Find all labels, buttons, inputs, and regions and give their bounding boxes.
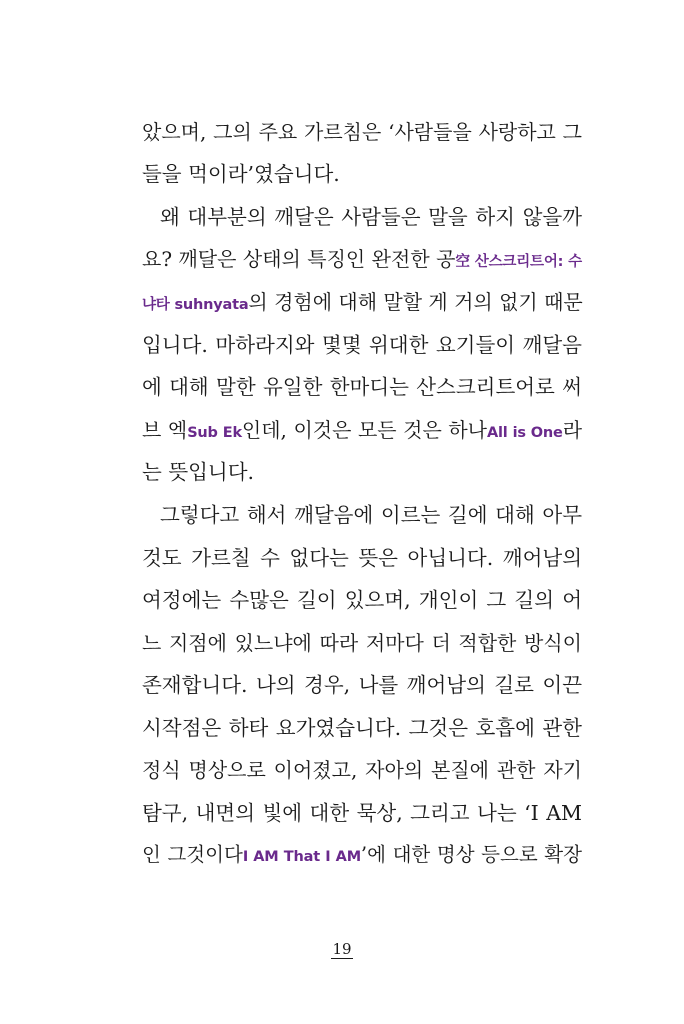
line-8: 브 엑Sub Ek인데, 이것은 모든 것은 하나All is One라 (142, 418, 583, 442)
line-1: 았으며, 그의 주요 가르침은 ‘사람들을 사랑하고 그 (142, 120, 582, 144)
annotation-all-is-one: All is One (486, 425, 563, 441)
annotation-i-am-that-i-am: I AM That I AM (242, 849, 361, 865)
line-12: 여정에는 수많은 길이 있으며, 개인이 그 길의 어 (142, 588, 582, 612)
line-5: 냐타 suhnyata의 경험에 대해 말할 게 거의 없기 때문 (142, 290, 583, 314)
line-10: 그렇다고 해서 깨달음에 이르는 길에 대해 아무 (160, 503, 582, 527)
annotation-sub-ek: Sub Ek (187, 425, 242, 441)
line-3: 왜 대부분의 깨달은 사람들은 말을 하지 않을까 (160, 205, 582, 229)
line-6: 입니다. 마하라지와 몇몇 위대한 요기들이 깨달음 (142, 333, 582, 357)
line-4: 요? 깨달은 상태의 특징인 완전한 공空 산스크리트어: 수 (142, 247, 582, 271)
line-17: 탐구, 내면의 빛에 대한 묵상, 그리고 나는 ‘I AM (142, 801, 582, 825)
line-7: 에 대해 말한 유일한 한마디는 산스크리트어로 써 (142, 375, 582, 399)
line-11: 것도 가르칠 수 없다는 뜻은 아닙니다. 깨어남의 (142, 546, 582, 570)
annotation-sunyata: 空 산스크리트어: 수 (455, 254, 582, 270)
line-15: 시작점은 하타 요가였습니다. 그것은 호흡에 관한 (142, 716, 582, 740)
line-16: 정식 명상으로 이어졌고, 자아의 본질에 관한 자기 (142, 758, 582, 782)
line-9: 는 뜻입니다. (142, 460, 255, 484)
page-number: 19 (332, 940, 352, 958)
line-18: 인 그것이다I AM That I AM’에 대한 명상 등으로 확장 (142, 843, 582, 866)
annotation-suhnyata: 냐타 suhnyata (142, 297, 249, 313)
line-14: 존재합니다. 나의 경우, 나를 깨어남의 길로 이끈 (142, 673, 582, 697)
line-13: 느 지점에 있느냐에 따라 저마다 더 적합한 방식이 (142, 631, 582, 655)
line-2: 들을 먹이라’였습니다. (142, 162, 340, 186)
